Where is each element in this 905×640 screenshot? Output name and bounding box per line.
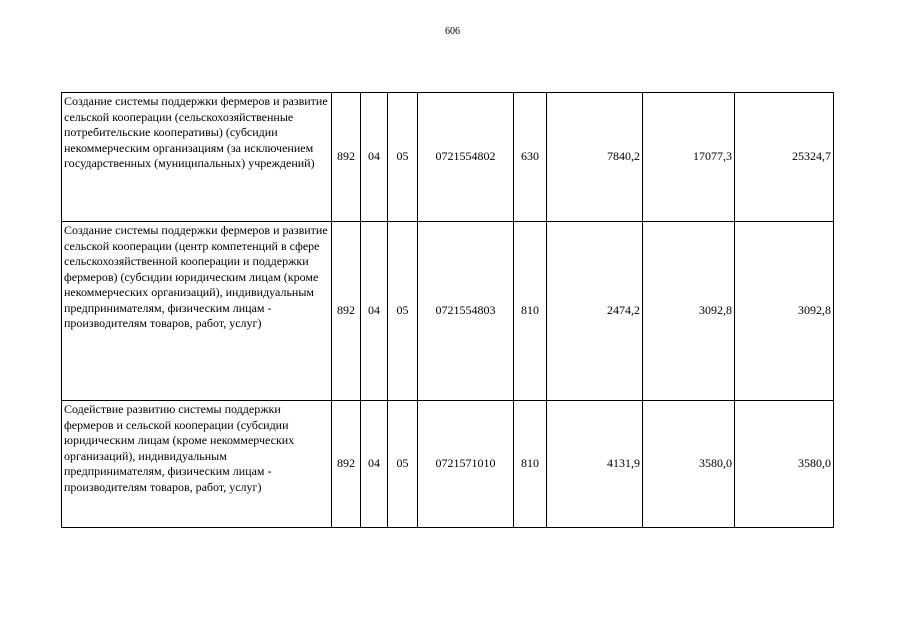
section-code: 04 bbox=[361, 401, 388, 528]
budget-table bbox=[61, 92, 834, 528]
row-description: Содействие развитию системы поддержки фермеров и сельской кооперации (субсидии юридическим лицам (кроме некоммерческих организаций), индивидуальным предпринимателям, физическим лицам - производителям товаров, работ, услуг) bbox=[62, 401, 332, 528]
page-number: 606 bbox=[445, 26, 460, 37]
ministry-code: 892 bbox=[332, 401, 361, 528]
target-article-code: 0721554803 bbox=[418, 222, 514, 401]
amount-1: 7840,2 bbox=[547, 93, 643, 222]
amount-2: 3580,0 bbox=[643, 401, 735, 528]
amount-3: 3580,0 bbox=[735, 401, 834, 528]
table-row bbox=[62, 222, 834, 401]
target-article-code: 0721571010 bbox=[418, 401, 514, 528]
table-row bbox=[62, 93, 834, 222]
row-description: Создание системы поддержки фермеров и развитие сельской кооперации (центр компетенций в сфере сельскохозяйственной кооперации и поддержки фермеров) (субсидии юридическим лицам (кроме некоммерческих организаций), индивидуальным предпринимателям, физическим лицам - производителям товаров, работ, услуг) bbox=[62, 222, 332, 401]
amount-1: 4131,9 bbox=[547, 401, 643, 528]
ministry-code: 892 bbox=[332, 93, 361, 222]
table-row bbox=[62, 401, 834, 528]
amount-3: 25324,7 bbox=[735, 93, 834, 222]
amount-2: 3092,8 bbox=[643, 222, 735, 401]
expense-type-code: 630 bbox=[514, 93, 547, 222]
amount-2: 17077,3 bbox=[643, 93, 735, 222]
subsection-code: 05 bbox=[388, 401, 418, 528]
expense-type-code: 810 bbox=[514, 401, 547, 528]
target-article-code: 0721554802 bbox=[418, 93, 514, 222]
amount-3: 3092,8 bbox=[735, 222, 834, 401]
amount-1: 2474,2 bbox=[547, 222, 643, 401]
row-description: Создание системы поддержки фермеров и развитие сельской кооперации (сельскохозяйственные потребительские кооперативы) (субсидии некоммерческим организациям (за исключением государственных (муниципальных) учреждений) bbox=[62, 93, 332, 222]
ministry-code: 892 bbox=[332, 222, 361, 401]
subsection-code: 05 bbox=[388, 93, 418, 222]
section-code: 04 bbox=[361, 93, 388, 222]
expense-type-code: 810 bbox=[514, 222, 547, 401]
subsection-code: 05 bbox=[388, 222, 418, 401]
section-code: 04 bbox=[361, 222, 388, 401]
